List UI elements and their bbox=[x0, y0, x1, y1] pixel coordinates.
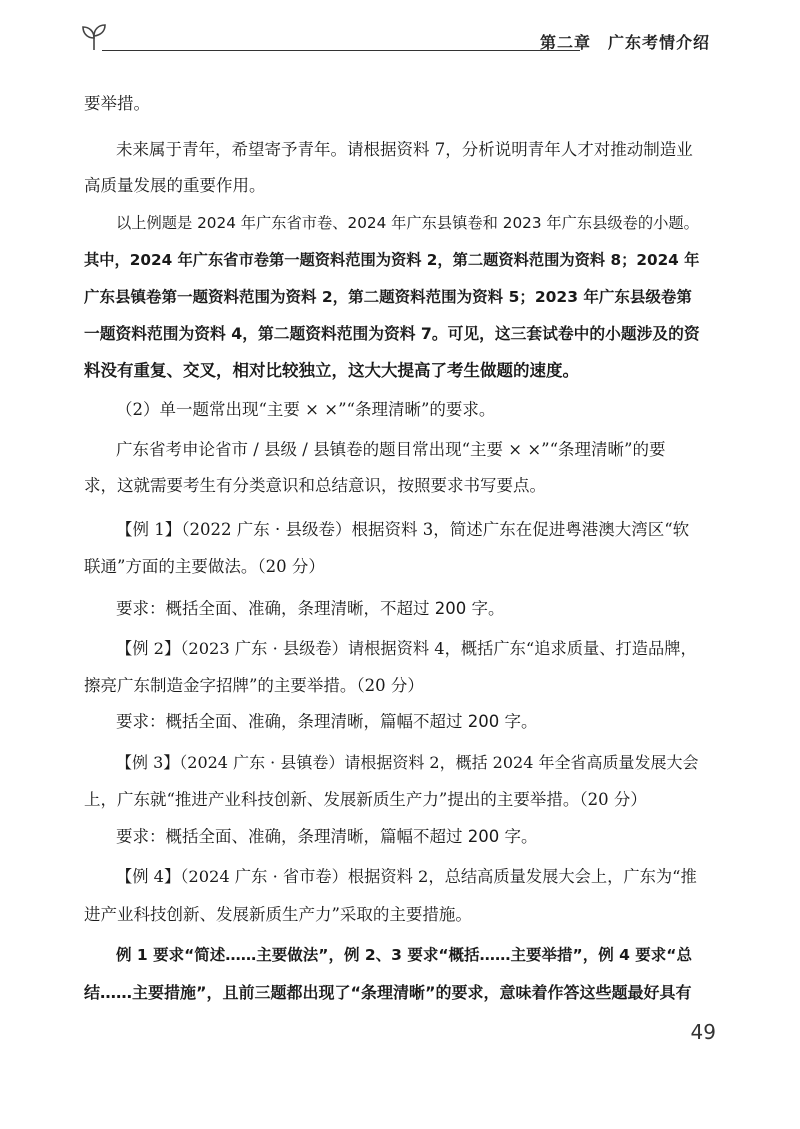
text-line: 未来属于青年，希望寄予青年。请根据资料 7，分析说明青年人才对推动制造业 bbox=[116, 140, 693, 159]
text-line: 要举措。 bbox=[84, 94, 150, 113]
text-line: 广东省考申论省市 / 县级 / 县镇卷的题目常出现“主要 × ×”“条理清晰”的要 bbox=[116, 440, 666, 459]
text-line: 联通”方面的主要做法。（20 分） bbox=[84, 557, 325, 576]
chapter-title: 第二章 广东考情介绍 bbox=[539, 33, 710, 52]
text-line: （2）单一题常出现“主要 × ×”“条理清晰”的要求。 bbox=[116, 400, 496, 419]
text-line: 求，这就需要考生有分类意识和总结意识，按照要求书写要点。 bbox=[84, 476, 546, 495]
text-line: 广东县镇卷第一题资料范围为资料 2，第二题资料范围为资料 5；2023 年广东县级卷第 bbox=[84, 288, 692, 306]
text-line: 以上例题是 2024 年广东省市卷、2024 年广东县镇卷和 2023 年广东县级卷的小题。 bbox=[116, 214, 699, 232]
header-rule bbox=[102, 50, 580, 51]
requirement-line: 要求：概括全面、准确，条理清晰，篇幅不超过 200 字。 bbox=[116, 827, 538, 846]
example-heading: 【例 2】（2023 广东 · 县级卷）请根据资料 4，概括广东“追求质量、打造品牌， bbox=[116, 639, 697, 658]
sprout-icon bbox=[80, 22, 108, 52]
text-line: 其中，2024 年广东省市卷第一题资料范围为资料 2，第二题资料范围为资料 8；2024 年 bbox=[84, 251, 700, 269]
text-line: 料没有重复、交叉，相对比较独立，这大大提高了考生做题的速度。 bbox=[84, 361, 579, 380]
text-line: 高质量发展的重要作用。 bbox=[84, 176, 266, 195]
text-line: 一题资料范围为资料 4，第二题资料范围为资料 7。可见，这三套试卷中的小题涉及的资 bbox=[84, 324, 700, 343]
requirement-line: 要求：概括全面、准确，条理清晰，篇幅不超过 200 字。 bbox=[116, 712, 538, 731]
example-heading: 【例 3】（2024 广东 · 县镇卷）请根据资料 2，概括 2024 年全省高质量发展大会 bbox=[116, 753, 699, 772]
example-heading: 【例 1】（2022 广东 · 县级卷）根据资料 3，简述广东在促进粤港澳大湾区“软 bbox=[116, 520, 690, 539]
requirement-line: 要求：概括全面、准确，条理清晰，不超过 200 字。 bbox=[116, 599, 505, 618]
example-heading: 【例 4】（2024 广东 · 省市卷）根据资料 2，总结高质量发展大会上，广东为“推 bbox=[116, 867, 697, 886]
text-line: 进产业科技创新、发展新质生产力”采取的主要措施。 bbox=[84, 905, 472, 924]
text-line: 结……主要措施”，且前三题都出现了“条理清晰”的要求，意味着作答这些题最好具有 bbox=[84, 983, 692, 1002]
page-number: 49 bbox=[690, 1020, 716, 1044]
text-line: 擦亮广东制造金字招牌”的主要举措。（20 分） bbox=[84, 676, 424, 695]
text-line: 上，广东就“推进产业科技创新、发展新质生产力”提出的主要举措。（20 分） bbox=[84, 790, 647, 809]
text-line: 例 1 要求“简述……主要做法”，例 2、3 要求“概括……主要举措”，例 4 要求“总 bbox=[116, 946, 692, 964]
page-header bbox=[80, 22, 710, 62]
